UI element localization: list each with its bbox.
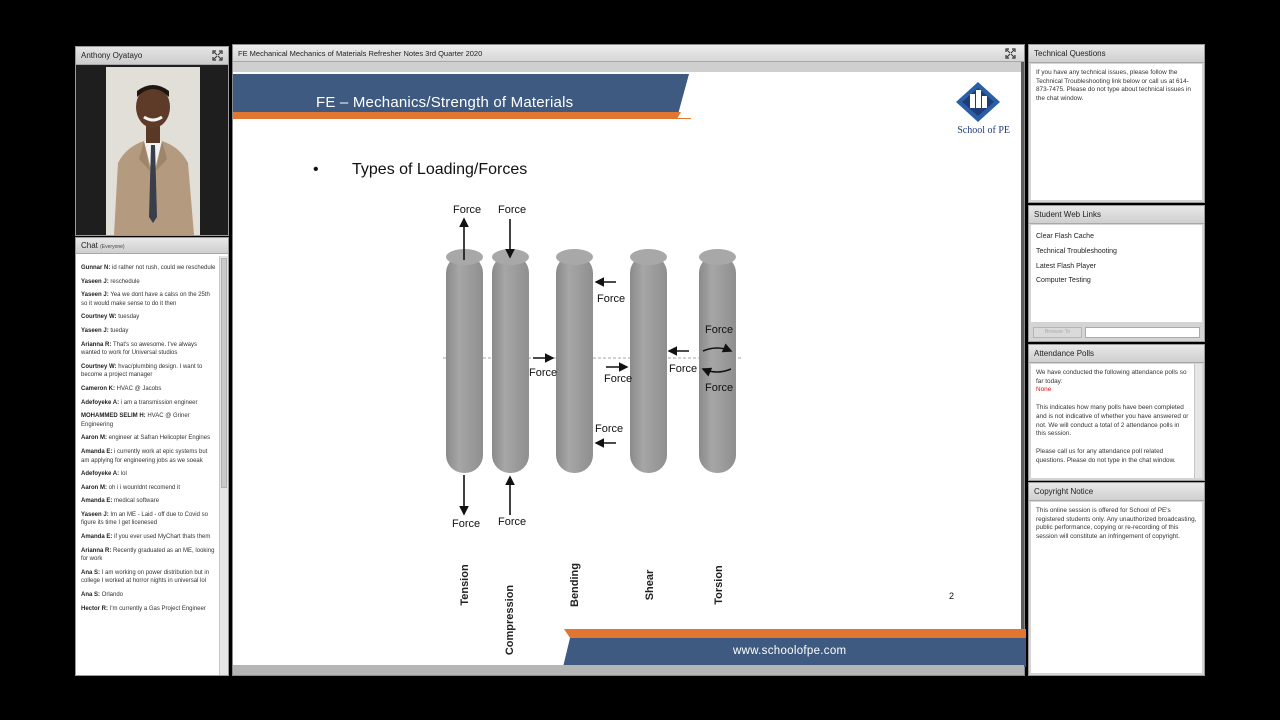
web-link-item[interactable]: Clear Flash Cache bbox=[1036, 233, 1094, 240]
force-label: Force bbox=[498, 204, 527, 216]
force-label: Force bbox=[597, 293, 626, 305]
chat-message bbox=[81, 448, 216, 465]
force-label: Force bbox=[595, 423, 624, 435]
chat-message-text: lol bbox=[120, 471, 127, 478]
category-label-shear: Shear bbox=[644, 569, 656, 601]
chat-message-text: tuesday bbox=[118, 314, 140, 321]
chat-message-text: oh i i wounldnt recomend it bbox=[108, 484, 181, 491]
chat-message-user: Arianna R: bbox=[81, 547, 114, 554]
attendance-polls-panel bbox=[1028, 344, 1205, 481]
copyright-body: This online session is offered for School of PE's registered students only. Any unauthorized broadcasting, public performance, copying or re-recording of this session will constitute an infringement of copyright. bbox=[1031, 502, 1202, 673]
force-label: Force bbox=[529, 367, 558, 379]
chat-message-user: Courtney W: bbox=[81, 314, 119, 321]
force-label: Force bbox=[705, 324, 734, 336]
web-links-panel bbox=[1028, 205, 1205, 342]
chat-message bbox=[81, 511, 216, 528]
chat-message bbox=[81, 327, 216, 336]
chat-message bbox=[81, 434, 216, 443]
chat-message-user: Yaseen J: bbox=[81, 292, 111, 299]
force-label: Force bbox=[452, 518, 481, 530]
copyright-panel bbox=[1028, 482, 1205, 676]
cylinder-tension bbox=[446, 249, 483, 473]
attendance-polls-header: Attendance Polls bbox=[1029, 345, 1204, 363]
chat-message bbox=[81, 363, 216, 380]
chat-message-user: Aaron M: bbox=[81, 435, 109, 442]
chat-message bbox=[81, 313, 216, 322]
slide-bottom-strip bbox=[233, 665, 1024, 675]
chat-scrollbar-thumb[interactable] bbox=[221, 258, 227, 488]
chat-message-text: i am a transmission engineer bbox=[120, 399, 198, 406]
category-label-torsion: Torsion bbox=[713, 565, 725, 605]
chat-message bbox=[81, 264, 216, 273]
chat-message-user: Hector R: bbox=[81, 605, 110, 612]
chat-message-text: engineer at Safran Helicopter Engines bbox=[108, 435, 211, 442]
copyright-header: Copyright Notice bbox=[1029, 483, 1204, 501]
chat-message-user: Ana S: bbox=[81, 569, 102, 576]
browse-url-input[interactable] bbox=[1085, 327, 1200, 338]
cylinder-compression bbox=[492, 249, 529, 473]
chat-message bbox=[81, 399, 216, 408]
chat-message-user: Amanda E: bbox=[81, 448, 115, 455]
chat-message bbox=[81, 605, 216, 614]
chat-message bbox=[81, 547, 216, 564]
chat-message-text: if you ever used MyChart thats them bbox=[114, 534, 211, 541]
chat-message-user: Amanda E: bbox=[81, 498, 115, 505]
presentation-title: FE Mechanical Mechanics of Materials Refresher Notes 3rd Quarter 2020 bbox=[238, 49, 483, 58]
chat-message bbox=[81, 533, 216, 542]
presenter-name: Anthony Oyatayo bbox=[81, 51, 143, 60]
technical-questions-panel bbox=[1028, 44, 1205, 203]
chat-scrollbar[interactable] bbox=[219, 256, 228, 675]
chat-message bbox=[81, 591, 216, 600]
webcam-video bbox=[106, 67, 200, 235]
cylinder-torsion bbox=[699, 249, 736, 473]
chat-message-text: Orlando bbox=[101, 592, 124, 599]
category-label-bending: Bending bbox=[569, 563, 581, 607]
chat-message-user: Yaseen J: bbox=[81, 327, 111, 334]
presenter-silhouette bbox=[106, 67, 200, 235]
fullscreen-icon[interactable] bbox=[212, 50, 223, 61]
chat-message-text: HVAC @ Jacobs bbox=[116, 385, 162, 392]
force-label: Force bbox=[604, 373, 633, 385]
polls-para3: Please call us for any attendance poll related questions. Please do not type in the chat window. bbox=[1036, 447, 1176, 464]
chat-message-user: Yaseen J: bbox=[81, 278, 111, 285]
chat-title: Chat bbox=[81, 241, 98, 250]
chat-message-user: Adefoyeke A: bbox=[81, 471, 121, 478]
chat-message-text: HVAC @ Griner Engineering bbox=[81, 413, 190, 428]
slide-bullet: Types of Loading/Forces bbox=[352, 161, 528, 178]
chat-message-user: Aaron M: bbox=[81, 484, 109, 491]
chat-message-user: Yaseen J: bbox=[81, 511, 111, 518]
chat-message-text: I am working on power distribution but in college I worked at horror nights in universal lol bbox=[81, 569, 210, 585]
cylinders bbox=[446, 249, 736, 473]
chat-message-user: Gunnar N: bbox=[81, 265, 112, 271]
chat-message-text: That's so awesome. I've always wanted to work for Universal studios bbox=[81, 341, 198, 357]
polls-para2: This indicates how many polls have been completed and is not indicative of whether you have answered or not. We will conduct a total of 2 attendance polls in this session. bbox=[1036, 404, 1189, 438]
web-links-list bbox=[1031, 225, 1202, 322]
polls-none: None bbox=[1036, 386, 1052, 394]
chat-message-user: MOHAMMED SELIM H: bbox=[81, 413, 148, 420]
technical-questions-body: If you have any technical issues, please follow the Technical Troubleshooting link below or call us at 614-873-7475. Please do not type about technical issues in the chat window. bbox=[1031, 64, 1202, 200]
bullet-dot: • bbox=[313, 161, 319, 178]
force-label: Force bbox=[453, 204, 482, 216]
loading-diagram bbox=[233, 45, 1026, 677]
chat-message-text: id rather not rush, could we reschedule bbox=[112, 265, 216, 271]
web-links-header: Student Web Links bbox=[1029, 206, 1204, 224]
chat-message bbox=[81, 385, 216, 394]
chat-message-user: Adefoyeke A: bbox=[81, 399, 121, 406]
force-label: Force bbox=[498, 516, 527, 528]
footer-url: www.schoolofpe.com bbox=[733, 645, 847, 657]
chat-message-user: Arianna R: bbox=[81, 341, 114, 348]
web-link-item[interactable]: Computer Testing bbox=[1036, 277, 1091, 285]
chat-message-user: Cameron K: bbox=[81, 385, 117, 392]
chat-message bbox=[81, 278, 216, 287]
webcam-panel bbox=[75, 46, 229, 236]
chat-message-user: Courtney W: bbox=[81, 363, 119, 370]
slide-banner-title: FE – Mechanics/Strength of Materials bbox=[316, 94, 574, 111]
chat-message-text: I'm currently a Gas Project Engineer bbox=[109, 605, 206, 612]
slide-page-number: 2 bbox=[949, 591, 955, 601]
chat-message-text: hvac/plumbing design. I want to become a project manager bbox=[81, 363, 203, 379]
chat-message bbox=[81, 291, 216, 308]
chat-message bbox=[81, 412, 216, 429]
browse-to-button[interactable]: Browse To bbox=[1033, 327, 1082, 338]
chat-message-text: i currently work at epic systems but am applying for engineering jobs as we soeak bbox=[81, 448, 208, 464]
category-label-compression: Compression bbox=[504, 584, 516, 656]
polls-scrollbar[interactable] bbox=[1194, 364, 1202, 478]
chat-message bbox=[81, 484, 216, 493]
webcam-header bbox=[76, 47, 228, 65]
chat-panel bbox=[75, 237, 229, 676]
chat-scope: (Everyone) bbox=[100, 244, 125, 250]
polls-intro: We have conducted the following attendance polls so far today: bbox=[1036, 369, 1187, 385]
cylinder-bending bbox=[556, 249, 593, 473]
chat-message-user: Amanda E: bbox=[81, 534, 115, 541]
chat-message-text: Im an ME - Laid - off due to Covid so figure its time I get licenesed bbox=[81, 511, 208, 527]
chat-message bbox=[81, 341, 216, 358]
attendance-polls-body bbox=[1031, 364, 1194, 478]
web-link-item[interactable]: Latest Flash Player bbox=[1036, 262, 1096, 270]
web-link-item[interactable]: Technical Troubleshooting bbox=[1036, 247, 1117, 255]
chat-message bbox=[81, 470, 216, 479]
logo-text: School of PE bbox=[957, 125, 1010, 136]
chat-message-user: Ana S: bbox=[81, 592, 102, 599]
chat-message-text: reschedule bbox=[110, 278, 140, 285]
chat-header bbox=[76, 238, 228, 254]
chat-message-text: medical software bbox=[114, 498, 160, 505]
technical-questions-header: Technical Questions bbox=[1029, 45, 1204, 63]
category-label-tension: Tension bbox=[459, 564, 471, 606]
chat-message bbox=[81, 497, 216, 506]
cylinder-shear bbox=[630, 249, 667, 473]
force-label: Force bbox=[669, 363, 698, 375]
chat-message-text: Yea we dont have a calss on the 25th so it would make sense to do it then bbox=[81, 292, 210, 307]
chat-message-text: Recently graduated as an ME, looking for work bbox=[81, 547, 215, 563]
presentation-panel bbox=[232, 44, 1025, 676]
chat-message bbox=[81, 569, 216, 586]
chat-message-text: tueday bbox=[110, 327, 129, 334]
force-label: Force bbox=[705, 382, 734, 394]
chat-message-list bbox=[76, 256, 220, 675]
